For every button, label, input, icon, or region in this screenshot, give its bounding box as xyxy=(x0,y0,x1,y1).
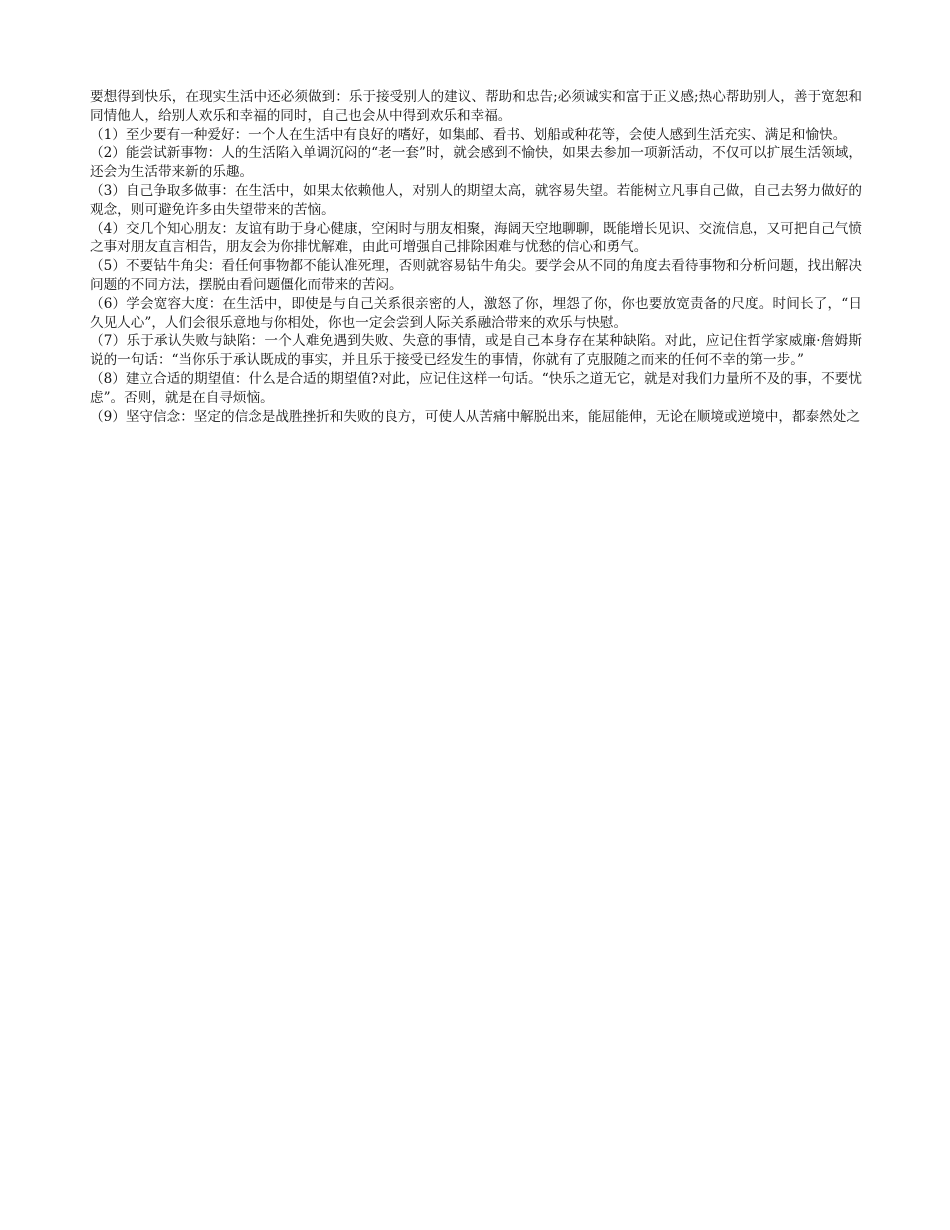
tip-7-accept-failure: （7）乐于承认失败与缺陷：一个人难免遇到失败、失意的事情，或是自己本身存在某种缺陷。对此，应记住哲学家威廉·詹姆斯说的一句话：“当你乐于承认既成的事实，并且乐于接受已经发生的事情，你就有了克服随之而来的任何不幸的第一步。” xyxy=(90,333,862,369)
tip-4-close-friends: （4）交几个知心朋友：友谊有助于身心健康，空闲时与朋友相聚，海阔天空地聊聊，既能增长见识、交流信息，又可把自己气愤之事对朋友直言相告，朋友会为你排忧解难，由此可增强自己排除困难与忧愁的信心和勇气。 xyxy=(90,220,862,256)
tip-3-do-more-yourself: （3）自己争取多做事：在生活中，如果太依赖他人，对别人的期望太高，就容易失望。若能树立凡事自己做，自己去努力做好的观念，则可避免许多由失望带来的苦恼。 xyxy=(90,182,862,218)
intro-paragraph: 要想得到快乐，在现实生活中还必须做到：乐于接受别人的建议、帮助和忠告;必须诚实和富于正义感;热心帮助别人，善于宽恕和同情他人，给别人欢乐和幸福的同时，自己也会从中得到欢乐和幸福。 xyxy=(90,89,862,124)
tip-1-hobby: （1）至少要有一种爱好：一个人在生活中有良好的嗜好，如集邮、看书、划船或种花等，会使人感到生活充实、满足和愉快。 xyxy=(90,126,847,143)
tip-8-expectations: （8）建立合适的期望值：什么是合适的期望值?对此，应记住这样一句话。“快乐之道无它，就是对我们力量所不及的事，不要忧虑”。否则，就是在自寻烦恼。 xyxy=(90,370,862,406)
tip-6-tolerance: （6）学会宽容大度：在生活中，即使是与自己关系很亲密的人，激怒了你，埋怨了你，你也要放宽责备的尺度。时间长了，“日久见人心”，人们会很乐意地与你相处，你也一定会尝到人际关系融洽带来的欢乐与快慰。 xyxy=(90,295,862,331)
document-body xyxy=(90,88,862,426)
tip-5-not-stubborn: （5）不要钻牛角尖：看任何事物都不能认准死理，否则就容易钻牛角尖。要学会从不同的角度去看待事物和分析问题，找出解决问题的不同方法，摆脱由看问题僵化而带来的苦闷。 xyxy=(90,258,862,293)
tip-2-new-things: （2）能尝试新事物：人的生活陷入单调沉闷的“老一套”时，就会感到不愉快，如果去参加一项新活动，不仅可以扩展生活领域，还会为生活带来新的乐趣。 xyxy=(90,145,862,181)
tip-9-belief: （9）坚守信念：坚定的信念是战胜挫折和失败的良方，可使人从苦痛中解脱出来，能屈能伸，无论在顺境或逆境中，都泰然处之 xyxy=(90,408,860,425)
